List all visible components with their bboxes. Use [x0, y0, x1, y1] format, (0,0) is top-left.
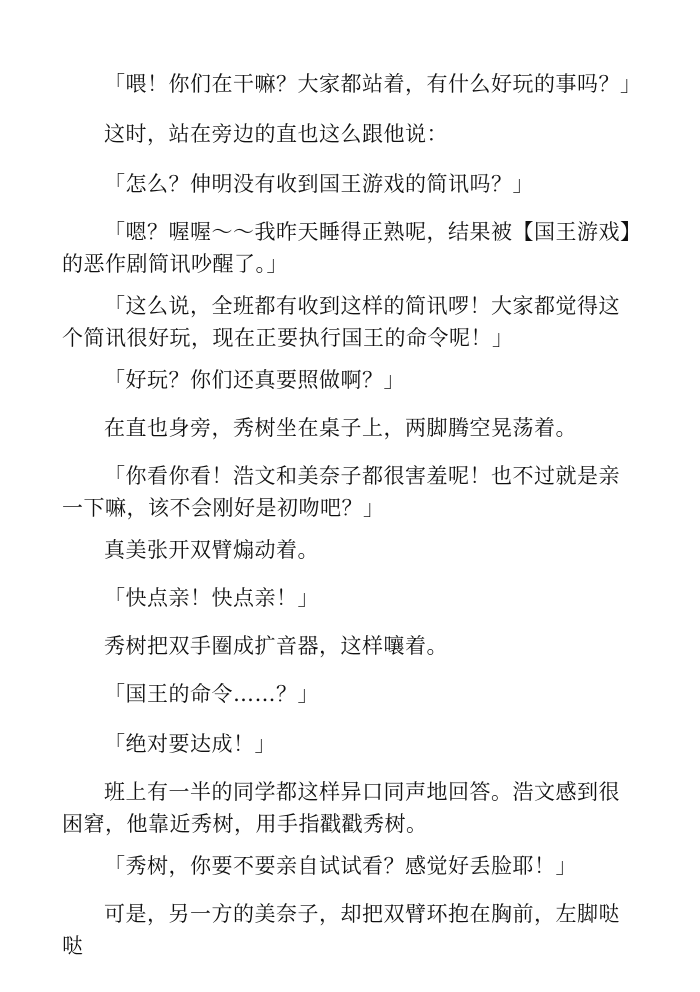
paragraph-9: 真美张开双臂煽动着。 [104, 538, 319, 562]
paragraph-16: 可是，另一方的美奈子，却把双臂环抱在胸前，左脚哒哒 [62, 902, 620, 958]
paragraph-4: 「嗯？喔喔～～我昨天睡得正熟呢，结果被【国王游戏】的恶作剧简讯吵醒了。」 [62, 220, 631, 276]
paragraph-12: 「国王的命令……？」 [104, 682, 319, 706]
paragraph-6: 「好玩？你们还真要照做啊？」 [104, 368, 405, 392]
paragraph-7: 在直也身旁，秀树坐在桌子上，两脚腾空晃荡着。 [104, 416, 577, 440]
paragraph-1: 「喂！你们在干嘛？大家都站着，有什么好玩的事吗？」 [104, 72, 642, 96]
paragraph-11: 秀树把双手圈成扩音器，这样嚷着。 [104, 634, 448, 658]
paragraph-15: 「秀树，你要不要亲自试试看？感觉好丢脸耶！」 [104, 854, 577, 878]
paragraph-5: 「这么说，全班都有收到这样的简讯啰！大家都觉得这个简讯很好玩，现在正要执行国王的命令呢！」 [62, 294, 620, 350]
paragraph-2: 这时，站在旁边的直也这么跟他说： [104, 122, 448, 146]
paragraph-8: 「你看你看！浩文和美奈子都很害羞呢！也不过就是亲一下嘛，该不会刚好是初吻吧？」 [62, 464, 620, 520]
paragraph-3: 「怎么？伸明没有收到国王游戏的简讯吗？」 [104, 172, 534, 196]
paragraph-10: 「快点亲！快点亲！」 [104, 586, 319, 610]
paragraph-14: 班上有一半的同学都这样异口同声地回答。浩文感到很困窘，他靠近秀树，用手指戳戳秀树。 [62, 780, 620, 836]
paragraph-13: 「绝对要达成！」 [104, 732, 276, 756]
